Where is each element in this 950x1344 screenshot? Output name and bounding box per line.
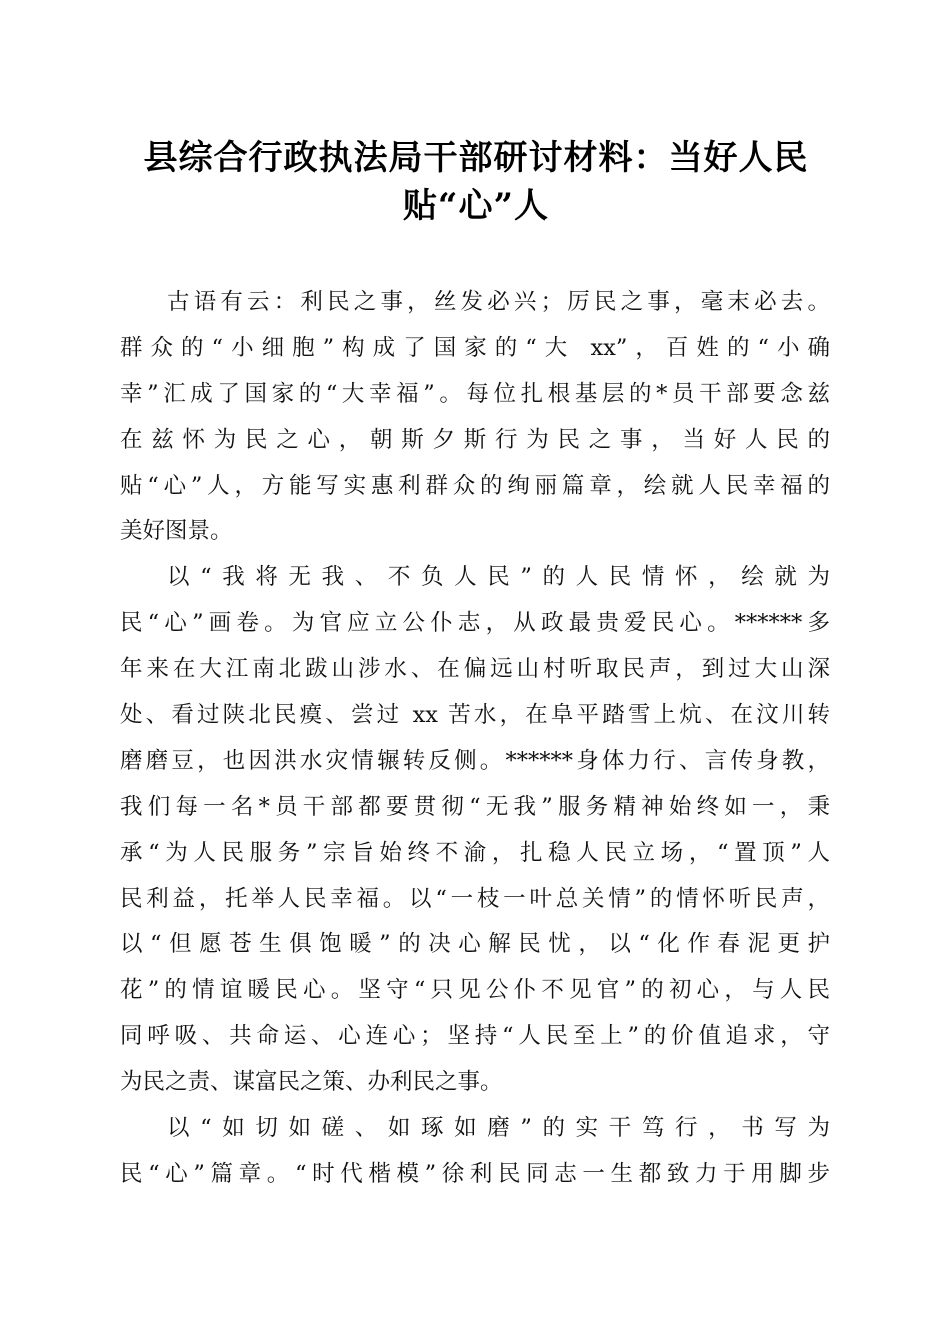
paragraph-2 <box>120 555 830 1106</box>
text-line: 花”的情谊暖民心。坚守“只见公仆不见官”的初心，与人民 <box>120 977 830 1004</box>
text-line: 以“但愿苍生俱饱暖”的决心解民忧，以“化作春泥更护 <box>120 931 830 958</box>
text-line: 在兹怀为民之心，朝斯夕斯行为民之事，当好人民的 <box>120 426 830 453</box>
text-line: 处、看过陕北民瘼、尝过 xx 苦水，在阜平踏雪上炕、在汶川转 <box>120 702 830 729</box>
document-body <box>120 280 830 1198</box>
paragraph-3 <box>120 1106 830 1198</box>
text-line: 年来在大江南北跋山涉水、在偏远山村听取民声，到过大山深 <box>120 656 830 683</box>
text-line: 群众的“小细胞”构成了国家的“大 xx”，百姓的“小确 <box>120 334 830 361</box>
text-line: 民“心”画卷。为官应立公仆志，从政最贵爱民心。******多 <box>120 610 830 637</box>
text-line: 磨磨豆，也因洪水灾情辗转反侧。******身体力行、言传身教， <box>120 747 830 774</box>
text-line: 以“如切如磋、如琢如磨”的实干笃行，书写为 <box>167 1115 830 1142</box>
title-line-1: 县综合行政执法局干部研讨材料：当好人民 <box>143 138 809 178</box>
text-line: 以“我将无我、不负人民”的人民情怀，绘就为 <box>167 564 830 591</box>
text-line: 古语有云：利民之事，丝发必兴；厉民之事，毫末必去。 <box>167 289 830 315</box>
text-line: 美好图景。 <box>120 518 233 545</box>
text-line: 贴“心”人，方能写实惠利群众的绚丽篇章，绘就人民幸福的 <box>120 472 830 499</box>
text-line: 为民之责、谋富民之策、办利民之事。 <box>120 1069 503 1096</box>
paragraph-1 <box>120 280 830 555</box>
text-line: 民“心”篇章。“时代楷模”徐利民同志一生都致力于用脚步 <box>120 1160 830 1187</box>
text-line: 我们每一名*员干部都要贯彻“无我”服务精神始终如一，秉 <box>120 793 830 820</box>
text-line: 承“为人民服务”宗旨始终不渝，扎稳人民立场，“置顶”人 <box>120 839 830 866</box>
title-line-2: 贴“心”人 <box>402 186 550 226</box>
text-line: 同呼吸、共命运、心连心；坚持“人民至上”的价值追求，守 <box>120 1023 830 1050</box>
text-line: 幸”汇成了国家的“大幸福”。每位扎根基层的*员干部要念兹 <box>120 380 830 407</box>
text-line: 民利益，托举人民幸福。以“一枝一叶总关情”的情怀听民声， <box>120 885 830 912</box>
document-title <box>120 134 832 230</box>
